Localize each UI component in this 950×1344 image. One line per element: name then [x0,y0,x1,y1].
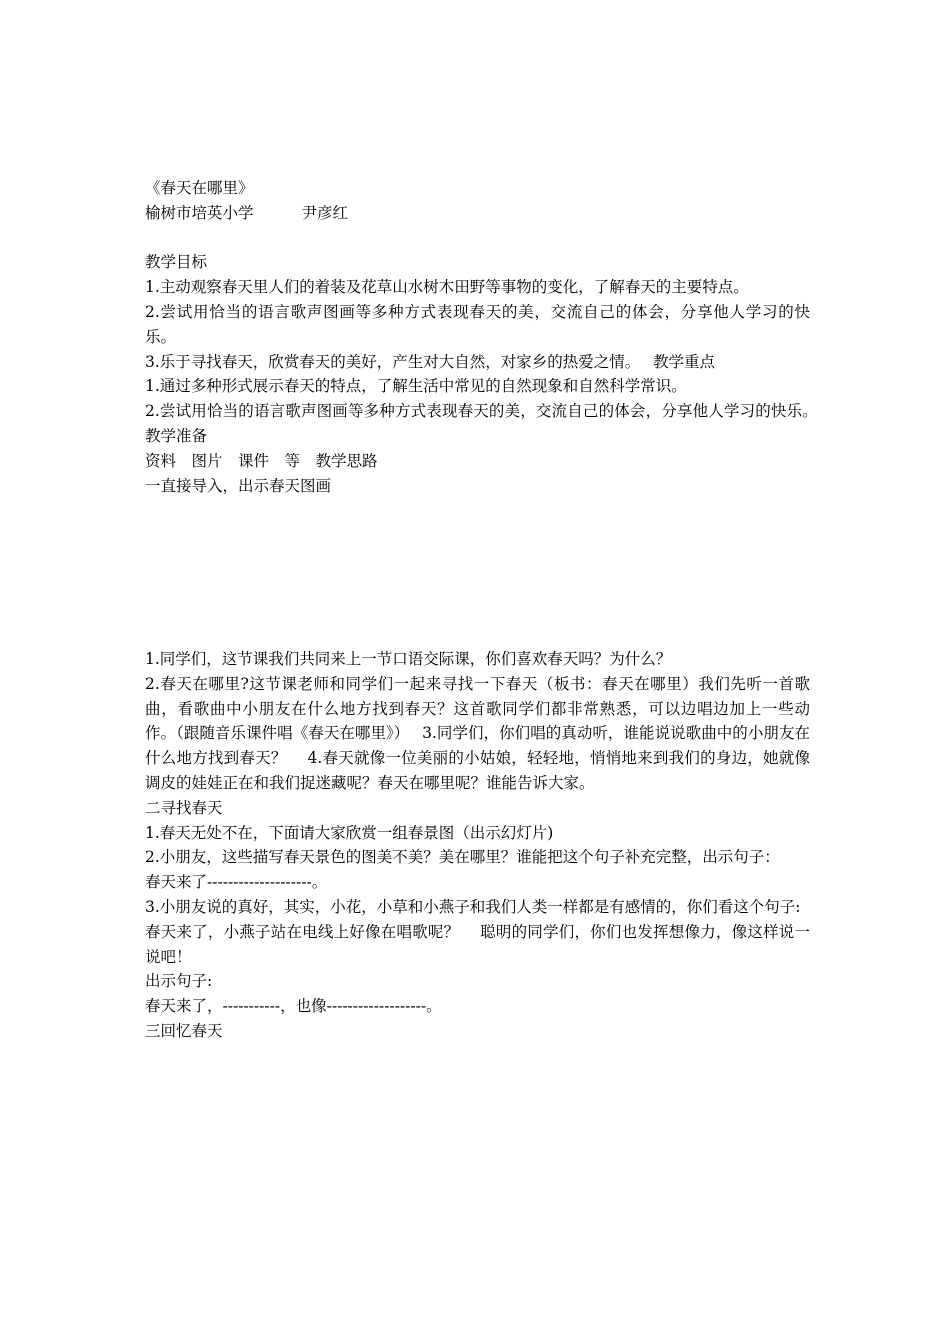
lesson-header-and-goals [145,176,831,498]
key-item-2: 2.尝试用恰当的语言歌声图画等多种方式表现春天的美，交流自己的体会，分享他人学习的快乐。 教学准备 [145,402,831,445]
question-2: 2.小朋友，这些描写春天景色的图美不美？美在哪里？谁能把这个句子补充完整，出示句子： [145,848,780,867]
lesson-title: 《春天在哪里》 [145,179,254,197]
preparation-line: 资料 图片 课件 等 教学思路 [145,451,378,470]
author-line [145,201,810,226]
author-name: 尹彦红 [301,203,349,222]
paragraph-1: 1.同学们，这节课我们共同来上一节口语交际课，你们喜欢春天吗？为什么？ [145,650,672,668]
template-sentence: 春天来了，-----------，也像-------------------。 [145,997,442,1016]
section-heading-goals: 教学目标 [145,253,208,272]
school-name: 榆树市培英小学 [145,203,254,222]
goal-item-1: 1.主动观察春天里人们的着装及花草山水树木田野等事物的变化，了解春天的主要特点。 [145,278,749,297]
question-3-sentence: 春天来了，小燕子站在电线上好像在唱歌呢？ 聪明的同学们，你们也发挥想像力，像这样说一说吧！ [145,922,810,966]
question-3: 3.小朋友说的真好，其实，小花，小草和小燕子和我们人类一样都是有感情的，你们看这个句子: [145,897,801,916]
show-sentence-label: 出示句子: [145,972,213,991]
lesson-process [145,647,810,1044]
step-heading-3: 三回忆春天 [145,1021,223,1040]
step-heading-1: 一直接导入，出示春天图画 [145,476,332,495]
question-1: 1.春天无处不在，下面请大家欣赏一组春景图（出示幻灯片) [145,823,554,842]
key-item-1: 1.通过多种形式展示春天的特点，了解生活中常见的自然现象和自然科学常识。 [145,377,687,396]
step-heading-2: 二寻找春天 [145,798,223,817]
question-2-sentence: 春天来了--------------------。 [145,873,328,892]
goal-item-3: 3.乐于寻找春天，欣赏春天的美好，产生对大自然，对家乡的热爱之情。 教学重点 [145,352,715,371]
goal-item-2: 2.尝试用恰当的语言歌声图画等多种方式表现春天的美，交流自己的体会，分享他人学习的快乐。 [145,302,810,346]
paragraph-2: 2.春天在哪里?这节课老师和同学们一起来寻找一下春天（板书：春天在哪里）我们先听一首歌曲，看歌曲中小朋友在什么地方找到春天？这首歌同学们都非常熟悉，可以边唱边加上一些动作。（跟随音乐课件唱《春天在哪里》） 3.同学们，你们唱的真动听，谁能说说歌曲中的小朋友在什么地方找到春天？ 4.春天就像一位美丽的小姑娘，轻轻地，悄悄地来到我们的身边，她就像调皮的娃娃正在和我们捉迷藏呢？春天在哪里呢？谁能告诉大家。 [145,674,810,792]
